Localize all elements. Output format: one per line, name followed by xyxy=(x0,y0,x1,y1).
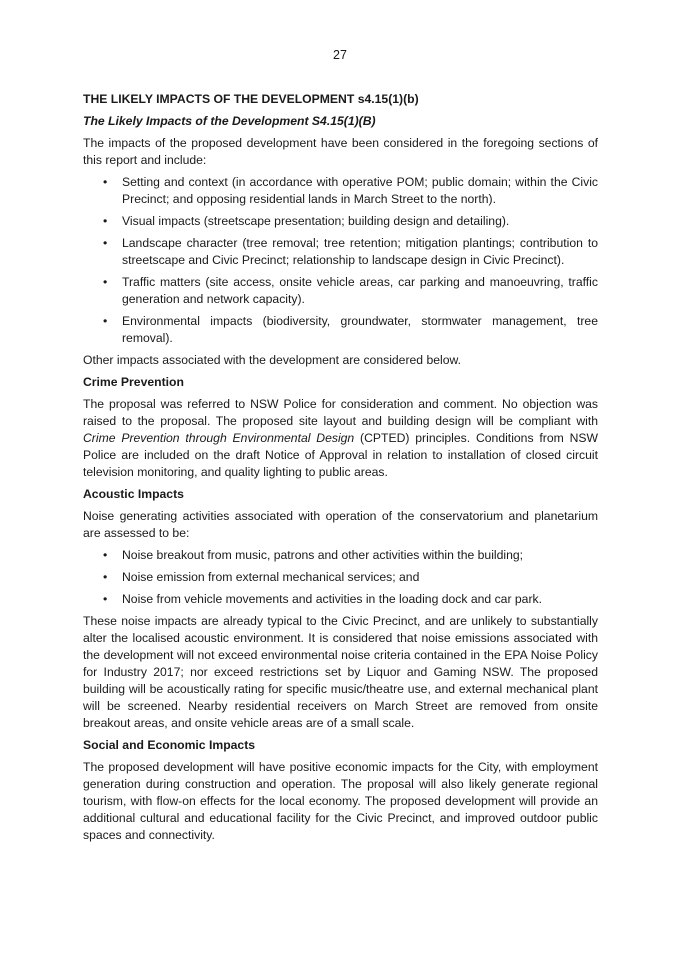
acoustic-impacts-heading: Acoustic Impacts xyxy=(83,487,184,501)
list-item-text: Landscape character (tree removal; tree retention; mitigation plantings; contribution to streetscape and Civic Precinct; relationship to landscape design in Civic Precinct). xyxy=(122,236,598,267)
social-economic-heading: Social and Economic Impacts xyxy=(83,738,256,752)
bullet-icon: • xyxy=(103,314,108,328)
list-item xyxy=(83,274,598,308)
list-item-text: Environmental impacts (biodiversity, groundwater, stormwater management, tree removal). xyxy=(122,314,598,345)
page-number: 27 xyxy=(333,48,347,62)
other-impacts-paragraph: Other impacts associated with the development are considered below. xyxy=(83,353,462,367)
impact-list xyxy=(83,174,598,347)
list-item xyxy=(83,547,598,564)
list-item xyxy=(83,174,598,208)
list-item xyxy=(83,569,598,586)
bullet-icon: • xyxy=(103,214,108,228)
bullet-icon: • xyxy=(103,548,108,562)
crime-text-before: The proposal was referred to NSW Police for consideration and comment. No objection was raised to the proposal. The proposed site layout and building design will be compliant with xyxy=(83,397,598,428)
section-title: THE LIKELY IMPACTS OF THE DEVELOPMENT s4.15(1)(b) xyxy=(83,92,419,106)
intro-paragraph: The impacts of the proposed development have been considered in the foregoing sections of this report and include: xyxy=(83,136,598,167)
list-item xyxy=(83,591,598,608)
list-item xyxy=(83,313,598,347)
bullet-icon: • xyxy=(103,570,108,584)
list-item-text: Noise emission from external mechanical services; and xyxy=(122,570,420,584)
page-content xyxy=(83,91,598,849)
bullet-icon: • xyxy=(103,275,108,289)
acoustic-conclusion-paragraph: These noise impacts are already typical to the Civic Precinct, and are unlikely to substantially alter the localised acoustic environment. It is considered that noise emissions associated with the development will not exceed environmental noise criteria contained in the EPA Noise Policy for Industry 2017; nor exceed restrictions set by Liquor and Gaming NSW. The proposed building will be acoustically rating for specific music/theatre use, and external mechanical plant will be screened. Nearby residential receivers on March Street are removed from onsite breakout areas, and onsite vehicle areas are of a small scale. xyxy=(83,614,598,730)
list-item-text: Traffic matters (site access, onsite vehicle areas, car parking and manoeuvring, traffic generation and network capacity). xyxy=(122,275,598,306)
acoustic-list xyxy=(83,547,598,608)
social-economic-paragraph: The proposed development will have positive economic impacts for the City, with employment generation during construction and operation. The proposal will also likely generate regional tourism, with flow-on effects for the local economy. The proposed development will provide an additional cultural and educational facility for the Civic Precinct, and improved outdoor public spaces and connectivity. xyxy=(83,760,598,842)
acoustic-intro-paragraph: Noise generating activities associated with operation of the conservatorium and planetarium are assessed to be: xyxy=(83,509,598,540)
list-item-text: Setting and context (in accordance with operative POM; public domain; within the Civic Precinct; and opposing residential lands in March Street to the north). xyxy=(122,175,598,206)
list-item xyxy=(83,213,598,230)
section-subtitle: The Likely Impacts of the Development S4.15(1)(B) xyxy=(83,114,376,128)
crime-text-after: (CPTED) principles. Conditions from NSW Police are included on the draft Notice of Approval in relation to installation of closed circuit television monitoring, and quality lighting to public areas. xyxy=(83,431,598,479)
bullet-icon: • xyxy=(103,592,108,606)
bullet-icon: • xyxy=(103,236,108,250)
bullet-icon: • xyxy=(103,175,108,189)
list-item xyxy=(83,235,598,269)
list-item-text: Noise from vehicle movements and activities in the loading dock and car park. xyxy=(122,592,542,606)
list-item-text: Visual impacts (streetscape presentation; building design and detailing). xyxy=(122,214,510,228)
list-item-text: Noise breakout from music, patrons and other activities within the building; xyxy=(122,548,524,562)
cpted-title: Crime Prevention through Environmental Design xyxy=(83,431,355,445)
crime-prevention-heading: Crime Prevention xyxy=(83,375,184,389)
crime-prevention-paragraph xyxy=(83,396,598,481)
